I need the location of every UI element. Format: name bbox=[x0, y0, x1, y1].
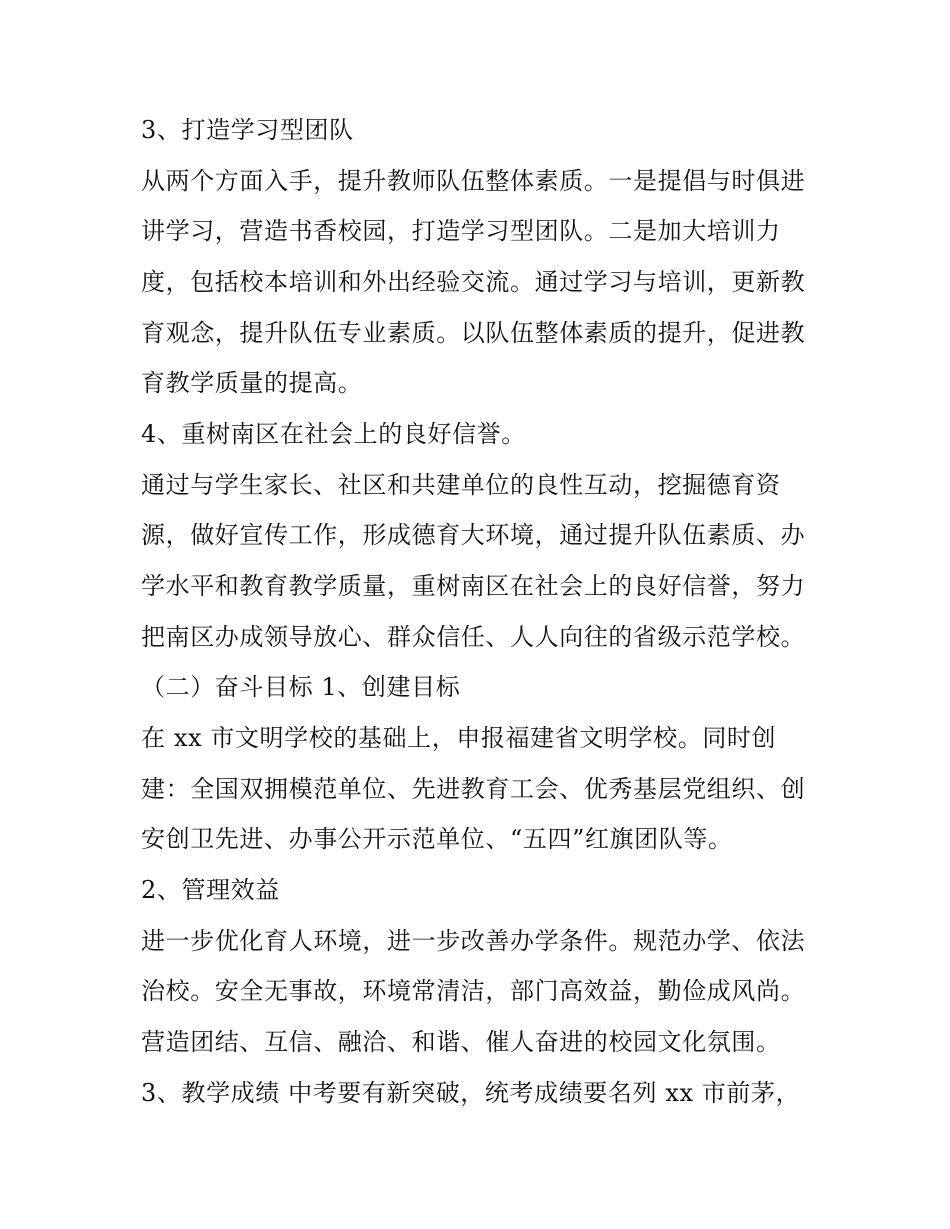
paragraph-line: 源，做好宣传工作，形成德育大环境，通过提升队伍素质、办 bbox=[141, 521, 806, 549]
heading-build-learning-team: 3、打造学习型团队 bbox=[141, 116, 354, 144]
paragraph-line: 育教学质量的提高。 bbox=[141, 369, 363, 397]
heading-management-benefit: 2、管理效益 bbox=[141, 876, 280, 904]
heading-goals: （二）奋斗目标 1、创建目标 bbox=[141, 673, 461, 701]
paragraph-line: 育观念，提升队伍专业素质。以队伍整体素质的提升，促进教 bbox=[141, 319, 806, 347]
paragraph-line: 在 xx 市文明学校的基础上，申报福建省文明学校。同时创 bbox=[141, 724, 777, 752]
paragraph-line: 治校。安全无事故，环境常清洁，部门高效益，勤俭成风尚。 bbox=[141, 977, 806, 1005]
paragraph-line: 学水平和教育教学质量，重树南区在社会上的良好信誉，努力 bbox=[141, 572, 806, 600]
paragraph-line: 安创卫先进、办事公开示范单位、“五四”红旗团队等。 bbox=[141, 825, 733, 853]
paragraph-line: 讲学习，营造书香校园，打造学习型团队。二是加大培训力 bbox=[141, 217, 781, 245]
paragraph-line: 营造团结、互信、融洽、和谐、催人奋进的校园文化氛围。 bbox=[141, 1028, 781, 1056]
paragraph-line: 建：全国双拥模范单位、先进教育工会、优秀基层党组织、创 bbox=[141, 775, 806, 803]
paragraph-line: 进一步优化育人环境，进一步改善办学条件。规范办学、依法 bbox=[141, 927, 806, 955]
paragraph-line: 把南区办成领导放心、群众信任、人人向往的省级示范学校。 bbox=[141, 623, 806, 651]
paragraph-line: 从两个方面入手，提升教师队伍整体素质。一是提倡与时俱进 bbox=[141, 167, 806, 195]
heading-rebuild-reputation: 4、重树南区在社会上的良好信誉。 bbox=[141, 420, 526, 448]
paragraph-line: 度，包括校本培训和外出经验交流。通过学习与培训，更新教 bbox=[141, 268, 806, 296]
paragraph-line: 通过与学生家长、社区和共建单位的良性互动，挖掘德育资 bbox=[141, 471, 781, 499]
heading-teaching-results: 3、教学成绩 中考要有新突破，统考成绩要名列 xx 市前茅， bbox=[141, 1079, 801, 1107]
